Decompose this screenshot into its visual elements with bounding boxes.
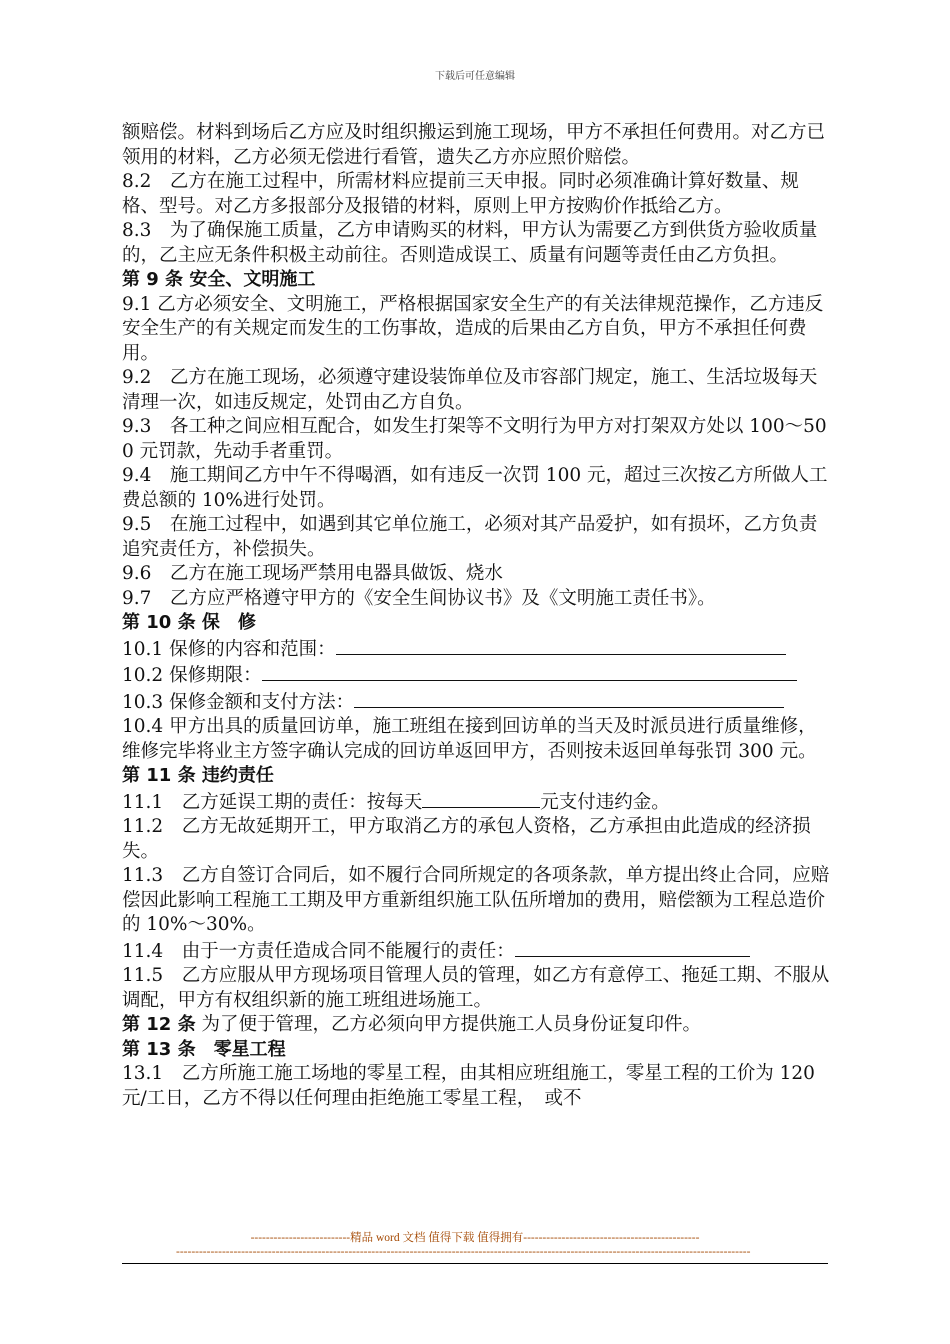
blank-field-10-2[interactable] bbox=[262, 662, 797, 681]
blank-field-10-1[interactable] bbox=[336, 636, 786, 655]
paragraph-11-3: 11.3 乙方自签订合同后，如不履行合同所规定的各项条款，单方提出终止合同，应赔偿因此影响工程施工工期及甲方重新组织施工队伍所增加的费用，赔偿额为工程总造价的 10%～30%。 bbox=[122, 865, 830, 935]
paragraph-10-1 bbox=[122, 636, 832, 663]
paragraph-10-4: 10.4 甲方出具的质量回访单，施工班组在接到回访单的当天及时派员进行质量维修，维修完毕将业主方签字确认完成的回访单返回甲方，否则按未返回单每张罚 300 元。 bbox=[122, 716, 817, 762]
paragraph-9-5: 9.5 在施工过程中，如遇到其它单位施工，必须对其产品爱护，如有损坏，乙方负责追究责任方，补偿损失。 bbox=[122, 514, 818, 560]
label-10-2: 10.2 保修期限： bbox=[122, 665, 262, 686]
label-11-1: 11.1 乙方延误工期的责任：按每天 bbox=[122, 791, 423, 813]
heading-article-11: 第 11 条 违约责任 bbox=[122, 765, 274, 786]
blank-field-11-4[interactable] bbox=[515, 938, 750, 957]
paragraph-8-3: 8.3 为了确保施工质量，乙方申请购买的材料，甲方认为需要乙方到供货方验收质量的，乙主应无条件积极主动前往。否则造成误工、质量有问题等责任由乙方负担。 bbox=[122, 220, 818, 266]
heading-article-9: 第 9 条 安全、文明施工 bbox=[122, 269, 316, 290]
footer-banner: --------------------------精品 word 文档 值得下载 值得拥有---------------------------------------------- bbox=[250, 1232, 700, 1244]
paragraph-9-4: 9.4 施工期间乙方中午不得喝酒，如有违反一次罚 100 元，超过三次按乙方所做人工费总额的 10%进行处罚。 bbox=[122, 465, 828, 511]
article-12 bbox=[122, 1013, 832, 1038]
label-11-1-suffix: 元支付违约金。 bbox=[540, 791, 670, 813]
label-11-4: 11.4 由于一方责任造成合同不能履行的责任： bbox=[122, 940, 515, 962]
label-10-1: 10.1 保修的内容和范围： bbox=[122, 638, 336, 660]
paragraph-9-6: 9.6 乙方在施工现场严禁用电器具做饭、烧水 bbox=[122, 563, 503, 584]
page-header: 下载后可任意编辑 bbox=[435, 71, 515, 82]
paragraph-8-2: 8.2 乙方在施工过程中，所需材料应提前三天申报。同时必须准确计算好数量、规格、型号。对乙方多报部分及报错的材料，原则上甲方按购价作抵给乙方。 bbox=[122, 171, 799, 217]
paragraph-10-2 bbox=[122, 662, 832, 689]
paragraph-13-1: 13.1 乙方所施工施工场地的零星工程，由其相应班组施工，零星工程的工价为 120 元/工日，乙方不得以任何理由拒绝施工零星工程， 或不 bbox=[122, 1063, 815, 1109]
paragraph-9-3: 9.3 各工种之间应相互配合，如发生打架等不文明行为甲方对打架双方处以 100～500 元罚款，先动手者重罚。 bbox=[122, 416, 827, 462]
paragraph-8-1-tail: 额赔偿。材料到场后乙方应及时组织搬运到施工现场，甲方不承担任何费用。对乙方已领用的材料，乙方必须无偿进行看管，遗失乙方亦应照价赔偿。 bbox=[122, 122, 826, 168]
paragraph-9-1: 9.1 乙方必须安全、文明施工，严格根据国家安全生产的有关法律规范操作，乙方违反安全生产的有关规定而发生的工伤事故，造成的后果由乙方自负，甲方不承担任何费用。 bbox=[122, 293, 824, 364]
label-10-3: 10.3 保修金额和支付方法： bbox=[122, 691, 355, 713]
blank-field-11-1[interactable] bbox=[422, 789, 540, 808]
heading-article-12: 第 12 条 bbox=[122, 1014, 196, 1035]
heading-article-10: 第 10 条 保 修 bbox=[122, 612, 256, 633]
paragraph-11-2: 11.2 乙方无故延期开工，甲方取消乙方的承包人资格，乙方承担由此造成的经济损失。 bbox=[122, 816, 811, 862]
paragraph-11-5: 11.5 乙方应服从甲方现场项目管理人员的管理，如乙方有意停工、拖延工期、不服从调配，甲方有权组织新的施工班组进场施工。 bbox=[122, 965, 830, 1011]
footer-dashes: ------------------------------------------------------------------------------------------------------------------------------------------------------ bbox=[176, 1246, 751, 1258]
blank-field-10-3[interactable] bbox=[354, 689, 784, 708]
document-body bbox=[122, 121, 832, 1111]
paragraph-9-2: 9.2 乙方在施工现场，必须遵守建设装饰单位及市容部门规定，施工、生活垃圾每天清理一次，如违反规定，处罚由乙方自负。 bbox=[122, 367, 818, 413]
paragraph-10-3 bbox=[122, 689, 832, 716]
paragraph-11-1 bbox=[122, 789, 832, 816]
heading-article-13: 第 13 条 零星工程 bbox=[122, 1038, 286, 1060]
footer-divider bbox=[122, 1263, 828, 1264]
paragraph-9-7: 9.7 乙方应严格遵守甲方的《安全生间协议书》及《文明施工责任书》。 bbox=[122, 587, 716, 609]
paragraph-11-4 bbox=[122, 938, 832, 965]
article-12-text: 为了便于管理，乙方必须向甲方提供施工人员身份证复印件。 bbox=[201, 1014, 701, 1035]
